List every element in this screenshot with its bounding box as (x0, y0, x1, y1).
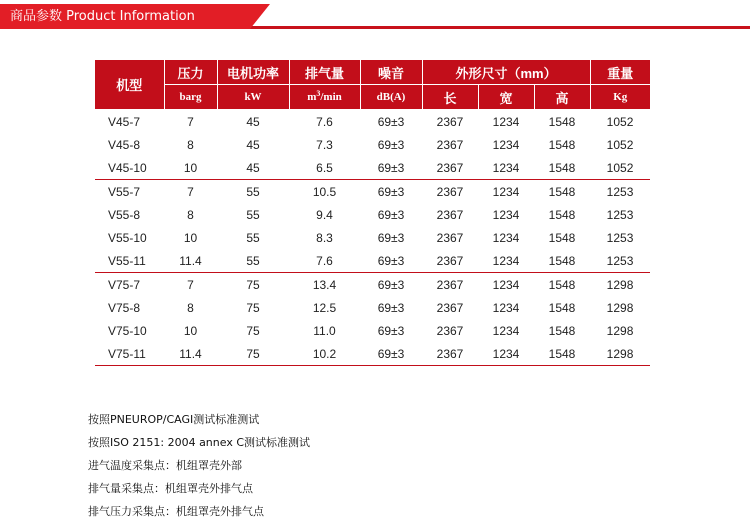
spec-table (95, 60, 650, 366)
cell-weight: 1052 (606, 137, 634, 152)
cell-length: 2367 (436, 323, 464, 338)
cell-model: V45-10 (95, 156, 164, 180)
cell-noise: 69±3 (377, 207, 405, 222)
cell-length: 2367 (436, 300, 464, 315)
cell-noise: 69±3 (360, 156, 422, 180)
cell-noise: 69±3 (377, 277, 405, 292)
cell-noise: 69±3 (377, 323, 405, 338)
table-row (95, 203, 650, 226)
cell-weight: 1253 (606, 207, 634, 222)
unit-airflow (289, 85, 360, 110)
unit-length: 长 (422, 85, 478, 110)
cell-width: 1234 (492, 114, 520, 129)
unit-noise: dB(A) (360, 85, 422, 110)
test-notes (88, 408, 310, 523)
col-header-airflow: 排气量 (289, 60, 360, 85)
note-line: 按照ISO 2151: 2004 annex C测试标准测试 (88, 436, 311, 449)
cell-airflow: 7.6 (289, 249, 360, 273)
cell-power: 45 (246, 114, 260, 129)
cell-length: 2367 (436, 137, 464, 152)
cell-weight: 1253 (606, 230, 634, 245)
cell-weight: 1253 (590, 249, 650, 273)
cell-airflow: 11.0 (313, 323, 336, 338)
cell-noise: 69±3 (360, 342, 422, 366)
cell-length: 2367 (436, 184, 464, 199)
cell-pressure: 8 (187, 137, 194, 152)
cell-power: 75 (217, 342, 289, 366)
cell-height: 1548 (534, 249, 590, 273)
cell-model: V75-11 (95, 342, 164, 366)
unit-airflow-sup: 3 (316, 89, 321, 98)
col-header-model: 机型 (95, 60, 164, 110)
cell-weight: 1052 (590, 156, 650, 180)
cell-airflow: 8.3 (316, 230, 333, 245)
cell-length: 2367 (436, 207, 464, 222)
cell-pressure: 11.4 (164, 342, 217, 366)
note-line: 按照PNEUROP/CAGI测试标准测试 (88, 413, 260, 426)
unit-airflow-rate: /min (320, 91, 342, 103)
cell-power: 55 (246, 184, 260, 199)
cell-width: 1234 (478, 156, 534, 180)
cell-power: 75 (246, 300, 260, 315)
cell-noise: 69±3 (377, 230, 405, 245)
cell-noise: 69±3 (360, 249, 422, 273)
cell-airflow: 9.4 (316, 207, 333, 222)
cell-length: 2367 (422, 342, 478, 366)
cell-width: 1234 (492, 323, 520, 338)
section-title: 商品参数 Product Information (10, 9, 195, 24)
cell-airflow: 12.5 (312, 300, 337, 315)
unit-width: 宽 (478, 85, 534, 110)
cell-noise: 69±3 (377, 184, 405, 199)
col-header-dimensions: 外形尺寸（mm） (422, 60, 590, 85)
table-row (95, 133, 650, 156)
unit-power: kW (217, 85, 289, 110)
cell-length: 2367 (436, 114, 464, 129)
cell-height: 1548 (548, 277, 576, 292)
cell-airflow: 10.2 (289, 342, 360, 366)
unit-height: 高 (534, 85, 590, 110)
cell-power: 45 (246, 137, 260, 152)
table-row (95, 226, 650, 249)
cell-pressure: 10 (183, 230, 198, 245)
cell-pressure: 11.4 (164, 249, 217, 273)
cell-model: V45-8 (108, 137, 141, 152)
cell-model: V55-8 (108, 207, 141, 222)
cell-pressure: 7 (187, 277, 194, 292)
cell-airflow: 10.5 (312, 184, 337, 199)
col-header-weight: 重量 (590, 60, 650, 85)
cell-pressure: 10 (164, 156, 217, 180)
cell-height: 1548 (534, 156, 590, 180)
cell-height: 1548 (534, 342, 590, 366)
cell-height: 1548 (548, 184, 576, 199)
cell-airflow: 7.6 (316, 114, 333, 129)
cell-height: 1548 (548, 207, 576, 222)
cell-pressure: 8 (187, 207, 194, 222)
unit-pressure: barg (164, 85, 217, 110)
cell-height: 1548 (548, 230, 576, 245)
cell-length: 2367 (436, 277, 464, 292)
cell-width: 1234 (492, 230, 520, 245)
cell-power: 75 (246, 323, 260, 338)
note-line: 进气温度采集点：机组罩壳外部 (88, 459, 242, 472)
cell-pressure: 7 (187, 184, 194, 199)
cell-model: V55-7 (108, 184, 141, 199)
cell-power: 55 (246, 207, 260, 222)
table-row (95, 273, 650, 297)
cell-pressure: 8 (187, 300, 194, 315)
note-line: 排气压力采集点：机组罩壳外排气点 (88, 505, 264, 518)
cell-length: 2367 (422, 156, 478, 180)
cell-width: 1234 (492, 277, 520, 292)
cell-airflow: 13.4 (312, 277, 337, 292)
cell-weight: 1298 (606, 277, 634, 292)
cell-height: 1548 (548, 114, 576, 129)
table-row (95, 156, 650, 180)
unit-airflow-base: m (307, 91, 317, 103)
note-line: 排气量采集点：机组罩壳外排气点 (88, 482, 253, 495)
cell-width: 1234 (478, 249, 534, 273)
col-header-noise: 噪音 (360, 60, 422, 85)
table-row (95, 319, 650, 342)
cell-length: 2367 (422, 249, 478, 273)
table-row (95, 342, 650, 366)
cell-width: 1234 (492, 207, 520, 222)
cell-height: 1548 (548, 137, 576, 152)
table-row (95, 296, 650, 319)
cell-weight: 1298 (590, 342, 650, 366)
spec-table-body (95, 110, 650, 366)
table-row (95, 110, 650, 134)
cell-width: 1234 (492, 300, 520, 315)
cell-width: 1234 (492, 184, 520, 199)
cell-model: V75-10 (108, 323, 147, 338)
cell-weight: 1052 (606, 114, 634, 129)
cell-weight: 1253 (606, 184, 634, 199)
unit-weight: Kg (590, 85, 650, 110)
cell-length: 2367 (436, 230, 464, 245)
cell-noise: 69±3 (377, 114, 405, 129)
cell-model: V75-8 (108, 300, 141, 315)
cell-height: 1548 (548, 323, 576, 338)
col-header-pressure: 压力 (164, 60, 217, 85)
cell-model: V55-10 (108, 230, 147, 245)
table-row (95, 180, 650, 204)
cell-width: 1234 (492, 137, 520, 152)
cell-pressure: 10 (183, 323, 198, 338)
cell-airflow: 6.5 (289, 156, 360, 180)
section-header (0, 0, 750, 34)
cell-power: 55 (246, 230, 260, 245)
cell-airflow: 7.3 (316, 137, 333, 152)
cell-pressure: 7 (187, 114, 194, 129)
cell-model: V75-7 (108, 277, 141, 292)
cell-power: 75 (246, 277, 260, 292)
cell-model: V45-7 (108, 114, 141, 129)
cell-weight: 1298 (606, 300, 634, 315)
cell-model: V55-11 (95, 249, 164, 273)
cell-weight: 1298 (606, 323, 634, 338)
cell-width: 1234 (478, 342, 534, 366)
cell-noise: 69±3 (377, 300, 405, 315)
cell-power: 55 (217, 249, 289, 273)
col-header-power: 电机功率 (217, 60, 289, 85)
cell-height: 1548 (548, 300, 576, 315)
cell-power: 45 (217, 156, 289, 180)
table-row (95, 249, 650, 273)
cell-noise: 69±3 (377, 137, 405, 152)
